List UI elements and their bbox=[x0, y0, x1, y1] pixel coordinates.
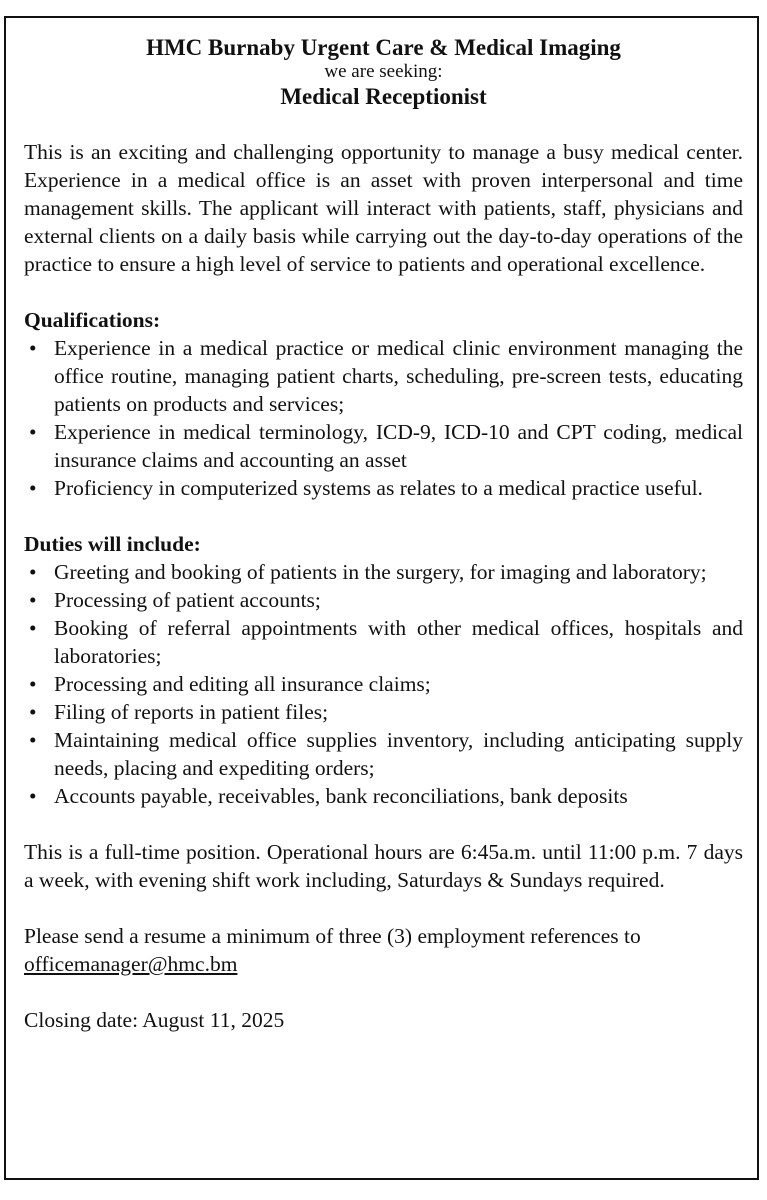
duties-list bbox=[24, 558, 743, 810]
email-link[interactable]: officemanager@hmc.bm bbox=[24, 952, 238, 976]
hours-paragraph: This is a full-time position. Operational hours are 6:45a.m. until 11:00 p.m. 7 days a week, with evening shift work including, Saturdays & Sundays required. bbox=[24, 840, 743, 892]
bullet-icon: • bbox=[29, 616, 37, 640]
duty-item: • Processing of patient accounts; bbox=[29, 588, 321, 612]
job-ad-content bbox=[24, 34, 743, 1034]
bullet-icon: • bbox=[29, 784, 37, 808]
duty-item: • Greeting and booking of patients in the surgery, for imaging and laboratory; bbox=[29, 560, 707, 584]
bullet-icon: • bbox=[29, 560, 37, 584]
duty-item: • Processing and editing all insurance claims; bbox=[29, 672, 431, 696]
duties-heading: Duties will include: bbox=[24, 532, 201, 556]
qualifications-heading: Qualifications: bbox=[24, 308, 161, 332]
company-name: HMC Burnaby Urgent Care & Medical Imaging bbox=[146, 35, 621, 60]
bullet-icon: • bbox=[29, 336, 37, 360]
ad-header bbox=[24, 34, 743, 112]
bullet-icon: • bbox=[29, 476, 37, 500]
apply-paragraph bbox=[24, 922, 743, 978]
qualification-item: • Proficiency in computerized systems as relates to a medical practice useful. bbox=[29, 476, 703, 500]
apply-text: Please send a resume a minimum of three (3) employment references to bbox=[24, 924, 641, 948]
bullet-icon: • bbox=[29, 700, 37, 724]
qualification-item: • Experience in medical terminology, ICD-9, ICD-10 and CPT coding, medical insurance claims and accounting an asset bbox=[29, 420, 743, 472]
duty-item: • Accounts payable, receivables, bank reconciliations, bank deposits bbox=[29, 784, 628, 808]
qualifications-list bbox=[24, 334, 743, 502]
position-title: Medical Receptionist bbox=[280, 84, 487, 109]
closing-date: Closing date: August 11, 2025 bbox=[24, 1008, 285, 1032]
bullet-icon: • bbox=[29, 672, 37, 696]
seeking-line: we are seeking: bbox=[324, 61, 443, 82]
bullet-icon: • bbox=[29, 728, 37, 752]
intro-paragraph: This is an exciting and challenging opportunity to manage a busy medical center. Experience in a medical office is an asset with proven interpersonal and time management skills. The applicant will interact with patients, staff, physicians and external clients on a daily basis while carrying out the day-to-day operations of the practice to ensure a high level of service to patients and operational excellence. bbox=[24, 140, 743, 276]
qualification-item: • Experience in a medical practice or medical clinic environment managing the office routine, managing patient charts, scheduling, pre-screen tests, educating patients on products and services; bbox=[29, 336, 743, 416]
duty-item: • Filing of reports in patient files; bbox=[29, 700, 329, 724]
bullet-icon: • bbox=[29, 588, 37, 612]
job-ad-frame bbox=[4, 16, 759, 1180]
duty-item: • Maintaining medical office supplies inventory, including anticipating supply needs, placing and expediting orders; bbox=[29, 728, 743, 780]
duty-item: • Booking of referral appointments with other medical offices, hospitals and laboratories; bbox=[29, 616, 743, 668]
bullet-icon: • bbox=[29, 420, 37, 444]
